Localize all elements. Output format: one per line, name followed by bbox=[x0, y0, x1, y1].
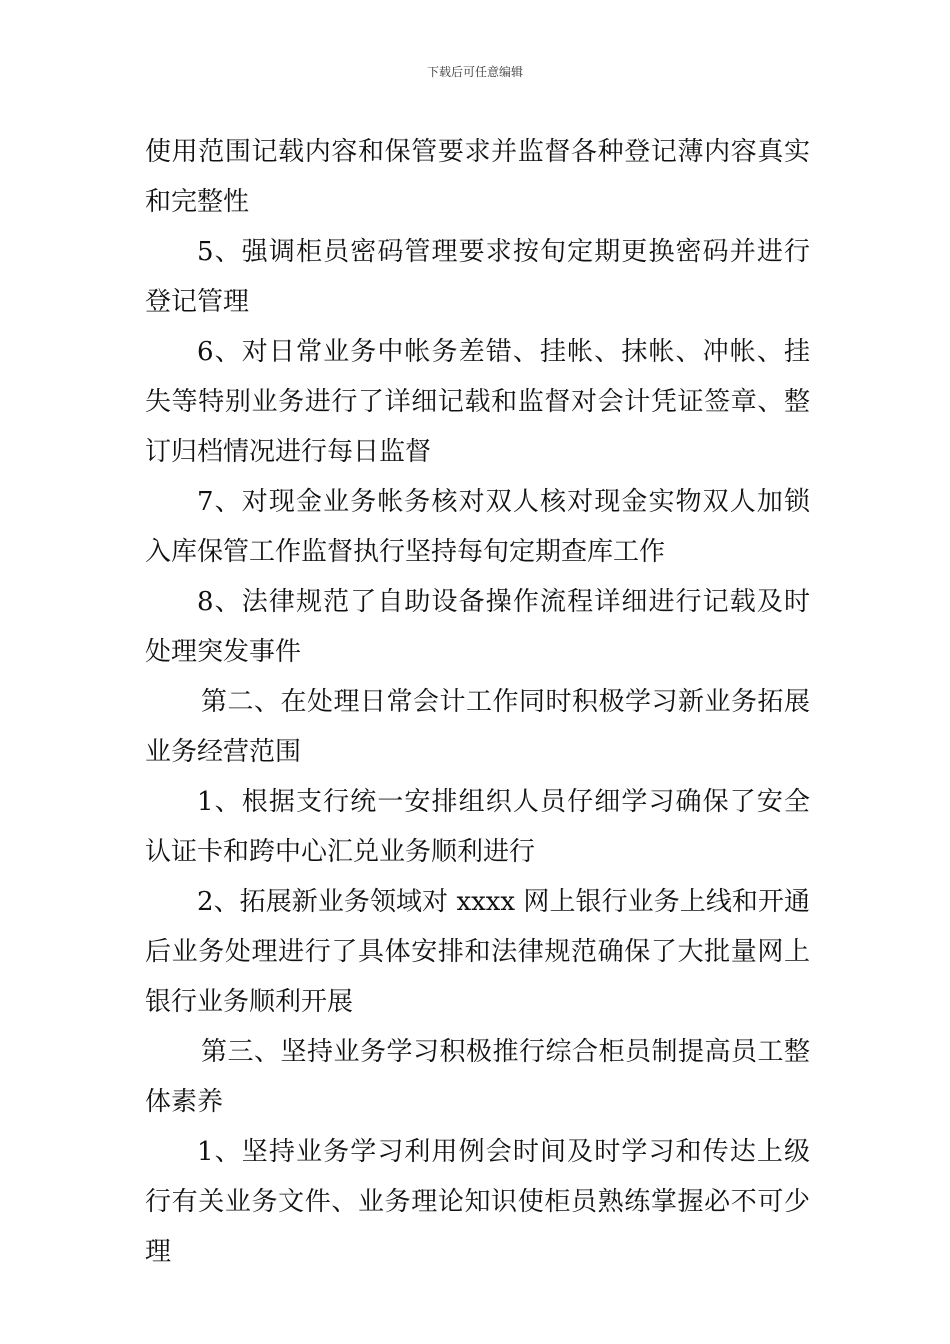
paragraph-item-2: 2、拓展新业务领域对 xxxx 网上银行业务上线和开通后业务处理进行了具体安排和法律规范确保了大批量网上银行业务顺利开展 bbox=[145, 887, 810, 1017]
paragraph-item-8: 8、法律规范了自助设备操作流程详细进行记载及时处理突发事件 bbox=[145, 587, 810, 667]
section-heading-3: 第三、坚持业务学习积极推行综合柜员制提高员工整体素养 bbox=[145, 1037, 810, 1117]
paragraph-item-1: 1、根据支行统一安排组织人员仔细学习确保了安全认证卡和跨中心汇兑业务顺利进行 bbox=[145, 787, 810, 867]
section-heading-2: 第二、在处理日常会计工作同时积极学习新业务拓展业务经营范围 bbox=[145, 687, 810, 767]
page-header: 下载后可任意编辑 bbox=[426, 65, 523, 79]
paragraph-item-1b: 1、坚持业务学习利用例会时间及时学习和传达上级行有关业务文件、业务理论知识使柜员熟练掌握必不可少理 bbox=[145, 1137, 810, 1267]
paragraph-continuation: 使用范围记载内容和保管要求并监督各种登记薄内容真实和完整性 bbox=[145, 137, 810, 217]
paragraph-item-5: 5、强调柜员密码管理要求按旬定期更换密码并进行登记管理 bbox=[145, 237, 810, 317]
paragraph-item-6: 6、对日常业务中帐务差错、挂帐、抹帐、冲帐、挂失等特别业务进行了详细记载和监督对会计凭证签章、整订归档情况进行每日监督 bbox=[145, 337, 810, 467]
paragraph-item-7: 7、对现金业务帐务核对双人核对现金实物双人加锁入库保管工作监督执行坚持每旬定期查库工作 bbox=[145, 487, 810, 567]
document-body bbox=[145, 127, 810, 1277]
